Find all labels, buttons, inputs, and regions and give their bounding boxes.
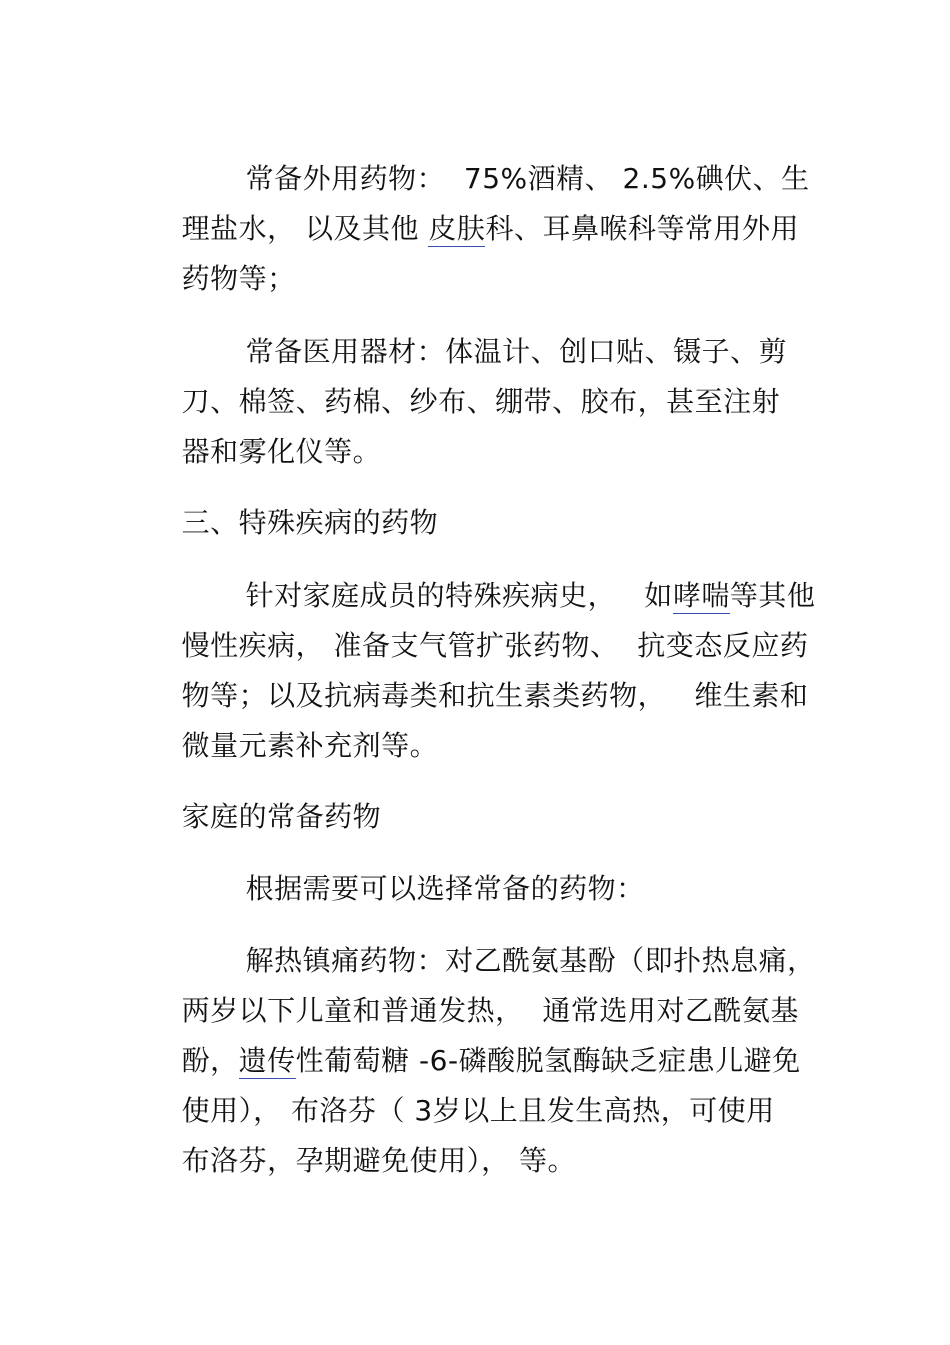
text-run: 微量元素补充剂等。 [181,729,439,762]
text-run: 常备外用药物： 75%酒精、 2.5%碘伏、生 [245,162,810,195]
text-line [144,401,382,468]
text-line [144,1060,775,1127]
text-run: 理盐水， 以及其他 [181,212,429,245]
section-heading [144,766,382,833]
text-run: 常备医用器材：体温计、创口贴、镊子、剪 [245,335,788,368]
text-run: 酚， [181,1044,239,1077]
text-line [144,351,781,418]
text-line [144,178,799,245]
text-line [144,645,809,712]
text-run: 科、耳鼻喉科等常用外用 [485,212,799,245]
link-genetic[interactable]: 遗传 [238,1044,296,1077]
text-run: 根据需要可以选择常备的药物： [245,872,645,905]
link-skin-dept[interactable]: 皮肤 [428,212,486,245]
text-run: 解热镇痛药物：对乙酰氨基酚（即扑热息痛， [245,944,816,977]
text-line [208,545,816,612]
text-run: 家庭的常备药物 [181,800,382,833]
section-heading [144,472,439,539]
text-run: 慢性疾病， 准备支气管扩张药物、 抗变态反应药 [181,629,809,662]
text-run: 等其他 [729,579,816,612]
text-run: 布洛芬，孕期避免使用）， 等。 [181,1144,577,1177]
text-line [144,228,296,295]
text-run: 刀、棉签、药棉、纱布、绷带、胶布，甚至注射 [181,385,781,418]
text-run: 使用）， 布洛芬（ 3岁以上且发生高热，可使用 [181,1094,775,1127]
text-line [208,838,645,905]
text-run: 器和雾化仪等。 [181,435,382,468]
text-line [144,695,439,762]
text-run: 三、特殊疾病的药物 [181,506,439,539]
text-run: 药物等； [181,262,296,295]
text-line [144,1110,577,1177]
text-run: 性葡萄糖 -6-磷酸脱氢酶缺乏症患儿避免 [295,1044,801,1077]
text-line [208,301,788,368]
text-run: 针对家庭成员的特殊疾病史， 如 [245,579,673,612]
text-line [208,128,810,195]
text-run: 物等；以及抗病毒类和抗生素类药物， 维生素和 [181,679,809,712]
text-run: 两岁以下儿童和普通发热， 通常选用对乙酰氨基 [181,994,799,1027]
text-line [144,1010,801,1077]
text-line [144,595,809,662]
text-line [144,960,799,1027]
text-line [208,910,816,977]
link-asthma[interactable]: 哮喘 [672,579,730,612]
